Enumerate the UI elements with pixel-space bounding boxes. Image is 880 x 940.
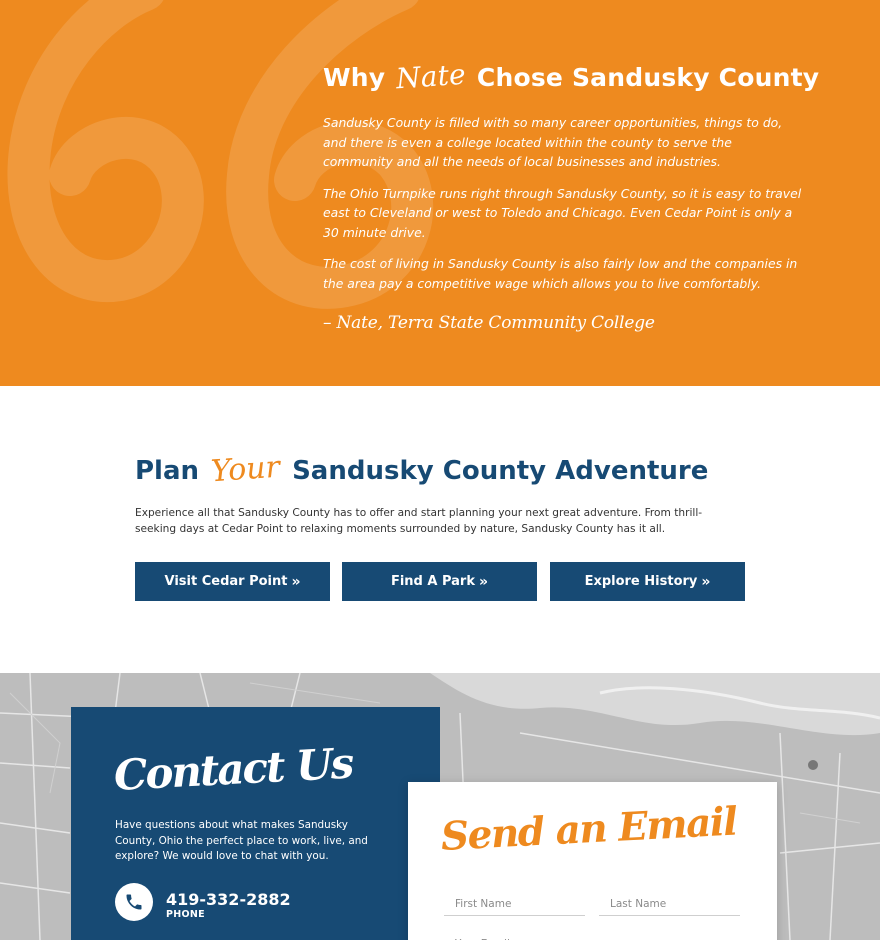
title-text: Sandusky County Adventure — [292, 456, 709, 486]
title-text: Plan — [135, 456, 200, 486]
email-form-heading: Send an Email — [439, 798, 738, 860]
contact-description: Have questions about what makes Sandusky County, Ohio the perfect place to work, live, and explore? We would love to chat with you. — [115, 819, 368, 863]
contact-section — [0, 673, 880, 940]
plan-title — [135, 448, 708, 493]
plan-description: Experience all that Sandusky County has to offer and start planning your next great adventure. From thrill-seeking days at Cedar Point to relaxing moments surrounded by nature, Sandusky County has it all. — [135, 507, 703, 535]
first-name-field[interactable] — [444, 892, 585, 916]
contact-card — [71, 707, 440, 940]
email-field[interactable] — [444, 932, 740, 940]
button-label: Explore History — [584, 574, 698, 589]
last-name-field[interactable] — [599, 892, 740, 916]
visit-cedar-point-button[interactable] — [135, 562, 330, 601]
explore-history-button[interactable] — [550, 562, 745, 601]
testimonial-content — [323, 57, 820, 333]
button-label: Find A Park — [390, 574, 475, 589]
phone-icon[interactable] — [115, 883, 153, 921]
testimonial-paragraph: Sandusky County is filled with so many career opportunities, things to do, and there is even a college located within the county to serve the community and all the needs of local businesses and industries. — [323, 115, 783, 169]
title-script-name: Nate — [395, 57, 468, 96]
testimonial-author: – Nate, Terra State Community College — [323, 313, 655, 333]
plan-section — [0, 386, 880, 673]
button-label: Visit Cedar Point — [164, 574, 288, 589]
title-text: Why — [323, 63, 386, 92]
title-script-word: Your — [209, 449, 282, 490]
testimonial-paragraph: The Ohio Turnpike runs right through Sandusky County, so it is easy to travel east to Cleveland or west to Toledo and Chicago. Even Cedar Point is only a 30 minute drive. — [323, 185, 802, 240]
testimonial-title — [323, 57, 820, 97]
phone-number-link[interactable]: 419-332-2882 — [166, 890, 291, 909]
double-chevron-right-icon: » — [291, 573, 301, 590]
testimonial-paragraph: The cost of living in Sandusky County is also fairly low and the companies in the area pay a competitive wage which allows you to live comfortably. — [323, 256, 798, 291]
title-text: Chose Sandusky County — [476, 63, 820, 92]
double-chevron-right-icon: » — [478, 573, 489, 590]
email-form-card — [408, 782, 777, 940]
contact-heading: Contact Us — [112, 738, 354, 800]
testimonial-section — [0, 0, 880, 386]
double-chevron-right-icon: » — [701, 573, 711, 590]
phone-label: PHONE — [166, 909, 205, 920]
find-a-park-button[interactable] — [342, 562, 537, 601]
